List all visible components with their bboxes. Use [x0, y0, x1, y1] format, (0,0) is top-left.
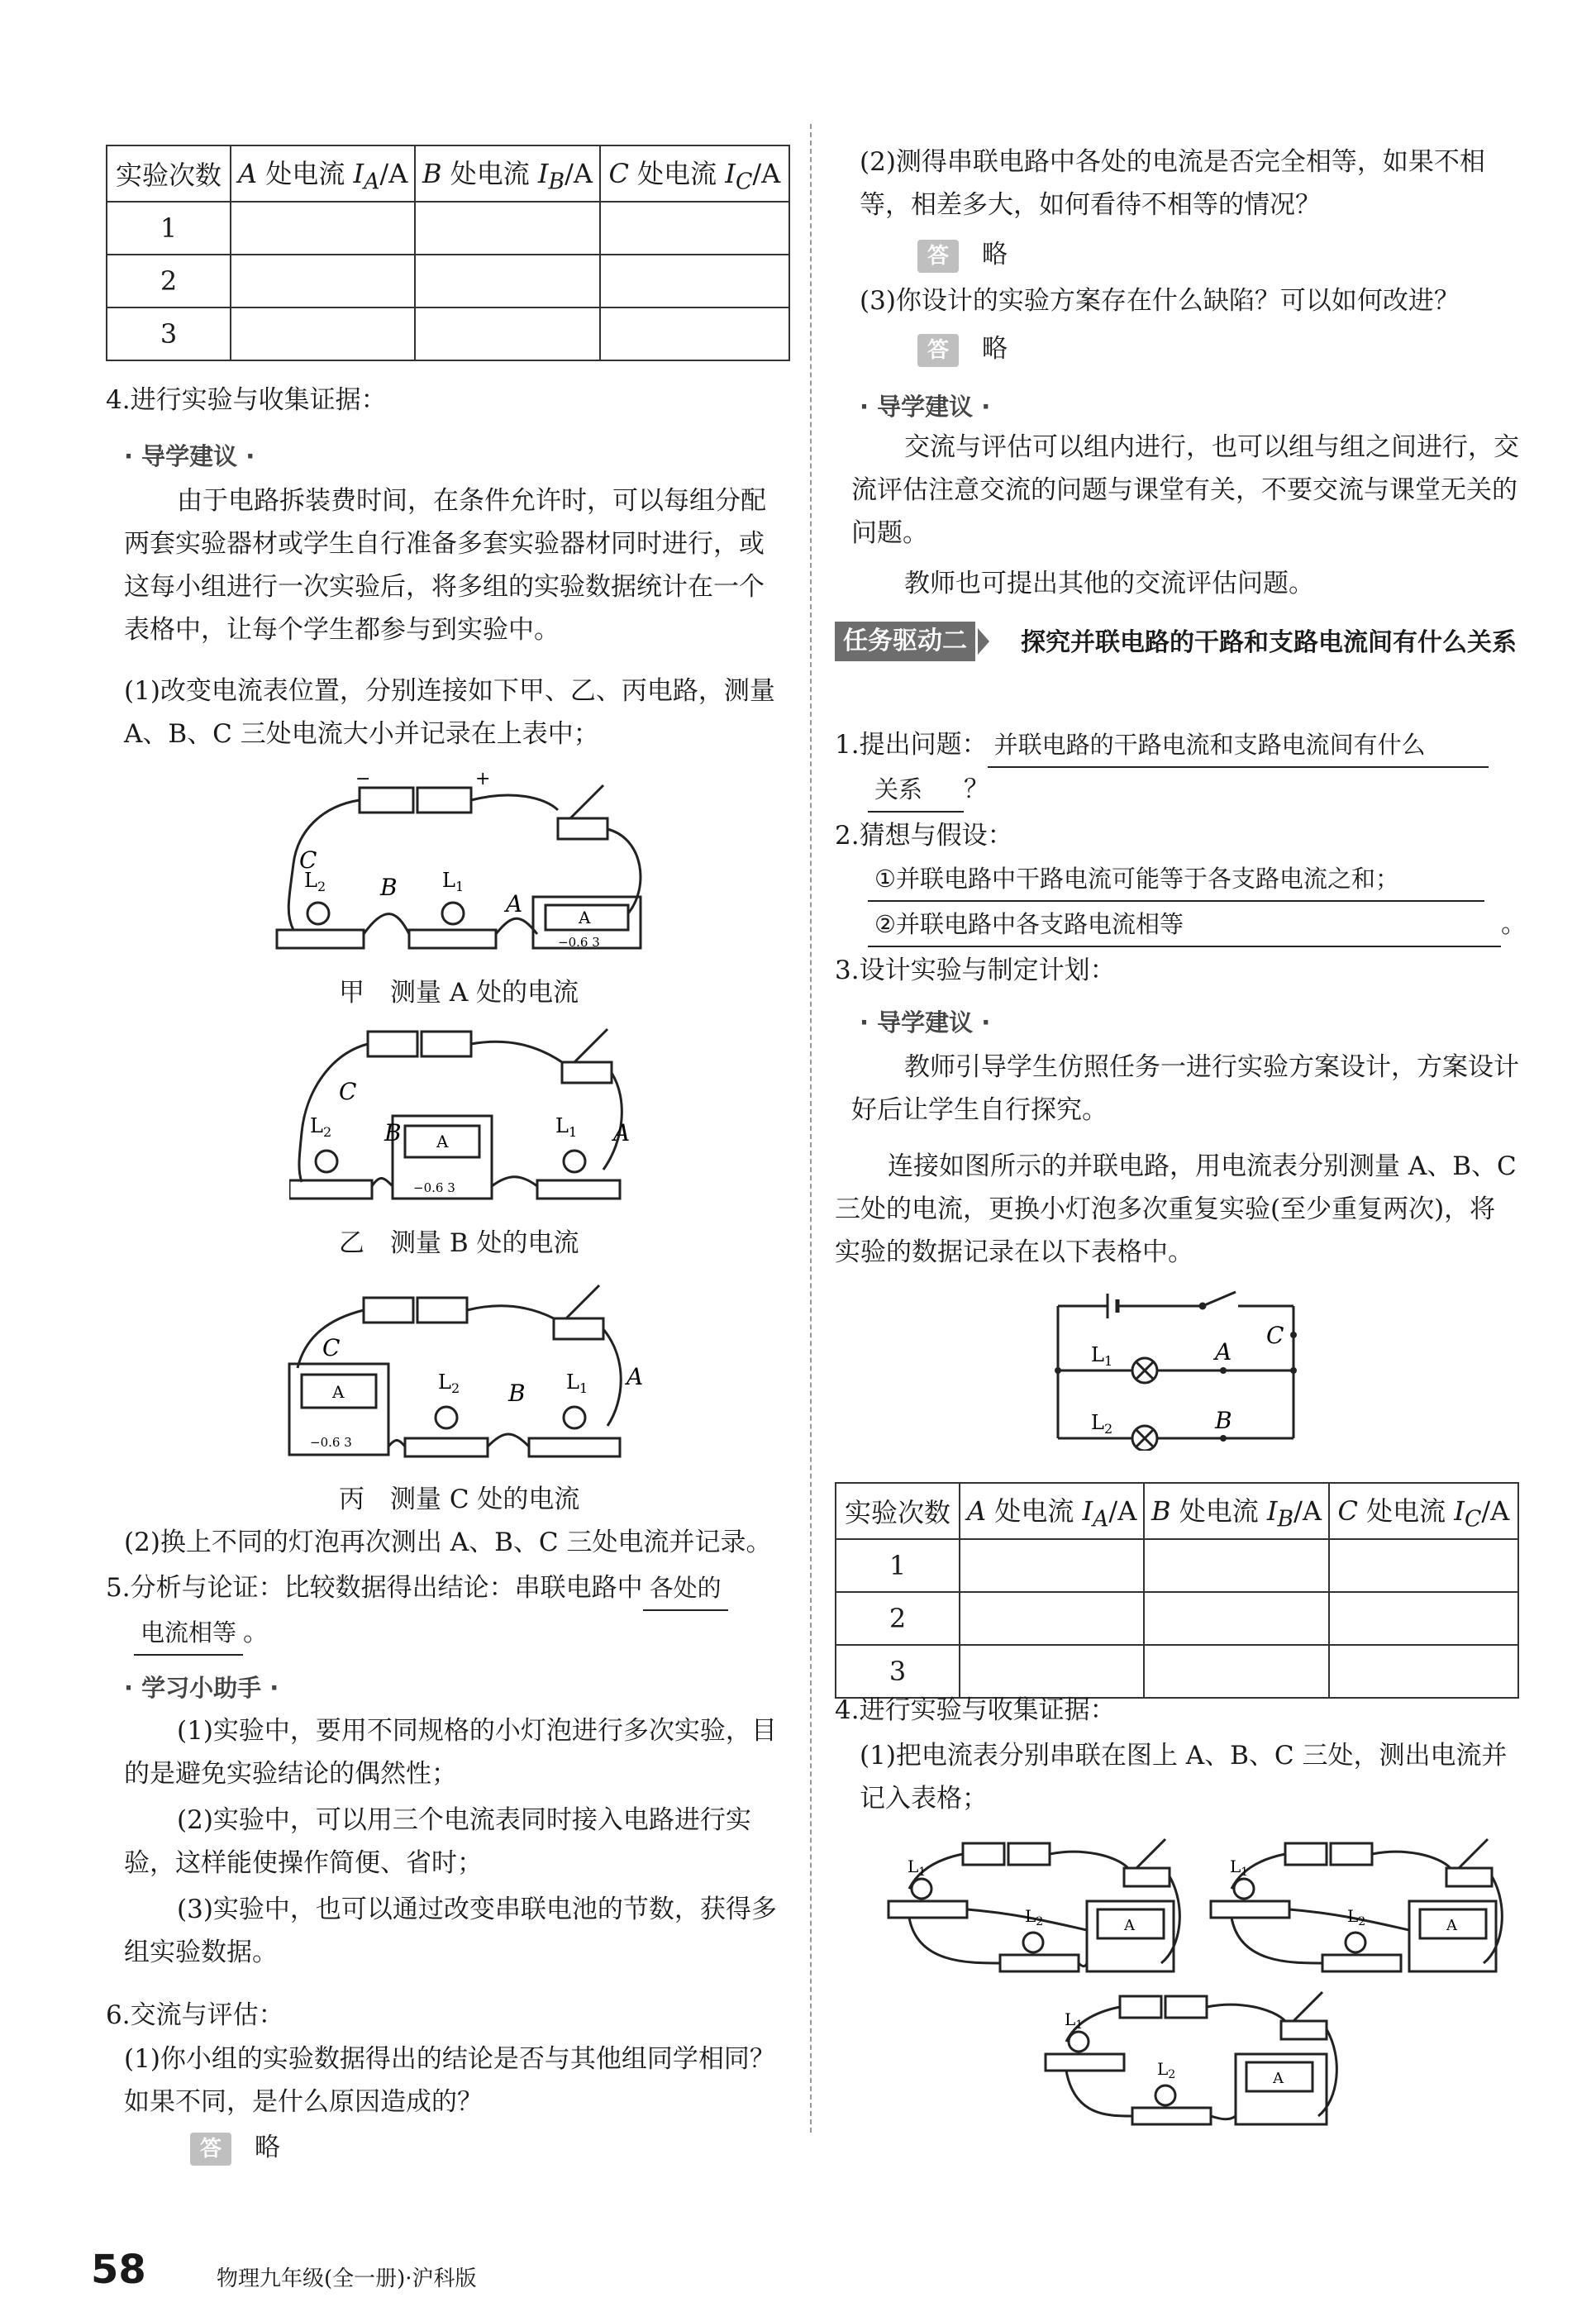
data-table-series	[106, 145, 790, 361]
table-row: 3	[836, 1645, 1518, 1698]
circuit-photo-1	[884, 1831, 1190, 1980]
bulb-icon	[307, 903, 329, 924]
page-number: 58	[91, 2247, 146, 2293]
svg-text:L2: $L_2$	[1091, 1411, 1113, 1437]
col-a-current: A 处电流 $I_A/A$	[231, 145, 415, 202]
svg-text:B: B	[508, 1380, 526, 1407]
step-4-1: (1)把电流表分别串联在图上 A、B、C 三处，测出电流并记入表格；	[860, 1741, 1508, 1814]
data-table-parallel	[835, 1482, 1519, 1699]
answer-line: 答 略	[917, 233, 1008, 276]
task-title: 探究并联电路的干路和支路电流间有什么关系	[1021, 628, 1517, 657]
cell-input[interactable]	[960, 1539, 1144, 1592]
answer-blank: 关系	[868, 768, 964, 813]
switch-icon	[1203, 1292, 1236, 1306]
svg-text:C: C	[299, 846, 317, 874]
cell-input[interactable]	[1329, 1539, 1518, 1592]
step-6-heading: 6.交流与评估：	[106, 2000, 284, 2030]
question-6-3: (3)你设计的实验方案存在什么缺陷？可以如何改进？	[860, 286, 1460, 316]
answer-badge: 答	[190, 2133, 231, 2166]
svg-text:L2: $L_2$	[1157, 2059, 1176, 2081]
svg-text:C: C	[322, 1334, 341, 1361]
table-row: 1	[107, 202, 789, 255]
caption-jia: 甲 测量 A 处的电流	[339, 978, 579, 1008]
svg-text:L2: $L_2$	[1025, 1906, 1044, 1928]
guide-label: · 导学建议 ·	[860, 1008, 991, 1037]
svg-text:A: A	[613, 1119, 631, 1146]
circuit-photo-2	[1207, 1831, 1513, 1980]
svg-text:A: A	[1273, 2070, 1284, 2087]
col-b-current: B 处电流 $I_B/A$	[1144, 1483, 1328, 1539]
question-6-2: (2)测得串联电路中各处的电流是否完全相等，如果不相等，相差多大，如何看待不相等的情况？	[860, 147, 1485, 220]
svg-text:L1: $L_1$	[1230, 1857, 1249, 1879]
step-4-heading: 4.进行实验与收集证据：	[106, 385, 387, 415]
answer-badge: 答	[917, 240, 959, 273]
table-row: 2	[836, 1592, 1518, 1645]
caption-bing: 丙 测量 C 处的电流	[339, 1485, 580, 1514]
svg-text:−: −	[355, 773, 371, 789]
svg-text:L2: $L_2$	[1347, 1906, 1366, 1928]
guide-text: 教师也可提出其他的交流评估问题。	[904, 569, 1314, 598]
answer-line: 答 略	[190, 2126, 280, 2169]
battery-icon	[360, 788, 413, 813]
column-divider	[810, 124, 812, 2133]
col-trial: 实验次数	[107, 145, 231, 202]
svg-text:B: B	[380, 874, 398, 901]
circuit-diagram-yi	[289, 1017, 636, 1207]
svg-text:A: A	[332, 1382, 345, 1402]
svg-text:L1: $L_1$	[566, 1370, 588, 1396]
svg-text:L1: $L_1$	[1091, 1343, 1113, 1369]
svg-text:A: A	[506, 890, 523, 918]
svg-text:B: B	[384, 1119, 402, 1146]
col-trial: 实验次数	[836, 1483, 960, 1539]
switch-icon	[558, 818, 607, 839]
cell-input[interactable]	[960, 1592, 1144, 1645]
hypothesis-2: ②并联电路中各支路电流相等 。	[868, 903, 1527, 947]
cell-input[interactable]	[600, 202, 789, 255]
answer-blank: 电流相等	[134, 1611, 243, 1656]
helper-label: · 学习小助手 ·	[124, 1674, 279, 1702]
helper-2: (2)实验中，可以用三个电流表同时接入电路进行实验，这样能使操作简便、省时；	[124, 1805, 751, 1878]
guide-text: 由于电路拆装费时间，在条件允许时，可以每组分配两套实验器材或学生自行准备多套实验器材同时进行，或这每小组进行一次实验后，将多组的实验数据统计在一个表格中，让每个学生都参与到实验中。	[124, 486, 766, 645]
task-badge: 任务驱动二	[835, 622, 975, 661]
svg-text:A: A	[579, 908, 591, 927]
step-2: 2.猜想与假设：	[835, 821, 1013, 851]
cell-input[interactable]	[1329, 1645, 1518, 1698]
table-row: 3	[107, 307, 789, 360]
col-c-current: C 处电流 $I_C/A$	[600, 145, 789, 202]
step-5: 5.分析与论证：比较数据得出结论：串联电路中 各处的 电流相等 。	[106, 1566, 792, 1656]
table-row: 2	[107, 255, 789, 307]
guide-text: 交流与评估可以组内进行，也可以组与组之间进行，交流评估注意交流的问题与课堂有关，不要交流与课堂无关的问题。	[851, 432, 1519, 548]
helper-3: (3)实验中，也可以通过改变串联电池的节数，获得多组实验数据。	[124, 1895, 777, 1967]
step-3: 3.设计实验与制定计划：	[835, 956, 1116, 985]
cell-input[interactable]	[415, 255, 599, 307]
svg-text:C: C	[339, 1078, 357, 1105]
answer-badge: 答	[917, 334, 959, 367]
caption-yi: 乙 测量 B 处的电流	[339, 1228, 579, 1258]
circuit-photo-3	[1041, 1984, 1347, 2133]
svg-text:A: A	[436, 1132, 449, 1151]
svg-text:C: C	[1266, 1322, 1284, 1349]
svg-text:−0.6 3: −0.6 3	[558, 935, 600, 950]
circuit-diagram-bing	[281, 1277, 645, 1467]
cell-input[interactable]	[600, 255, 789, 307]
book-title: 物理九年级(全一册)·沪科版	[217, 2266, 477, 2291]
guide-label: · 导学建议 ·	[124, 442, 255, 470]
answer-blank: 各处的	[643, 1566, 728, 1611]
question-1: (1)改变电流表位置，分别连接如下甲、乙、丙电路，测量A、B、C 三处电流大小并记录在上表中；	[124, 676, 775, 749]
svg-text:A: A	[1215, 1338, 1232, 1366]
parallel-circuit-schematic	[1050, 1285, 1306, 1451]
cell-input[interactable]	[231, 202, 415, 255]
step-1: 1.提出问题： 并联电路的干路电流和支路电流间有什么 关系 ？	[835, 723, 1521, 813]
circuit-diagram-jia	[273, 773, 661, 955]
cell-input[interactable]	[231, 255, 415, 307]
cell-input[interactable]	[1144, 1645, 1328, 1698]
svg-text:L1: $L_1$	[908, 1857, 927, 1879]
svg-text:A: A	[626, 1363, 644, 1390]
svg-text:L1: $L_1$	[442, 869, 465, 894]
cell-input[interactable]	[231, 307, 415, 360]
question-6-1: (1)你小组的实验数据得出的结论是否与其他组同学相同？如果不同，是什么原因造成的？	[124, 2044, 775, 2117]
svg-text:−0.6 3: −0.6 3	[413, 1180, 455, 1195]
cell-input[interactable]	[1144, 1592, 1328, 1645]
svg-text:B: B	[1215, 1407, 1232, 1434]
cell-input[interactable]	[600, 307, 789, 360]
answer-line: 答 略	[917, 327, 1008, 370]
svg-text:L1: $L_1$	[555, 1114, 578, 1140]
question-2: (2)换上不同的灯泡再次测出 A、B、C 三处电流并记录。	[124, 1528, 772, 1557]
svg-text:+: +	[475, 773, 491, 789]
bulb-icon	[442, 903, 464, 924]
svg-text:A: A	[1124, 1917, 1135, 1934]
svg-text:A: A	[1446, 1917, 1457, 1934]
cell-input[interactable]	[415, 202, 599, 255]
svg-text:L2: $L_2$	[310, 1114, 332, 1140]
table-row: 1	[836, 1539, 1518, 1592]
cell-input[interactable]	[1144, 1539, 1328, 1592]
col-a-current: A 处电流 $I_A/A$	[960, 1483, 1144, 1539]
step-4-heading: 4.进行实验与收集证据：	[835, 1695, 1116, 1725]
cell-input[interactable]	[415, 307, 599, 360]
guide-label: · 导学建议 ·	[860, 393, 991, 421]
svg-text:L2: $L_2$	[304, 869, 326, 894]
helper-1: (1)实验中，要用不同规格的小灯泡进行多次实验，目的是避免实验结论的偶然性；	[124, 1716, 777, 1789]
col-b-current: B 处电流 $I_B/A$	[415, 145, 599, 202]
answer-blank: 并联电路的干路电流和支路电流间有什么	[988, 723, 1489, 768]
col-c-current: C 处电流 $I_C/A$	[1329, 1483, 1518, 1539]
svg-text:−0.6 3: −0.6 3	[310, 1435, 352, 1450]
svg-text:L1: $L_1$	[1065, 2009, 1084, 2032]
cell-input[interactable]	[1329, 1592, 1518, 1645]
svg-text:L2: $L_2$	[438, 1370, 460, 1396]
hypothesis-1: ①并联电路中干路电流可能等于各支路电流之和；	[868, 857, 1484, 902]
guide-text: 教师引导学生仿照任务一进行实验方案设计，方案设计好后让学生自行探究。	[851, 1052, 1519, 1125]
paragraph: 连接如图所示的并联电路，用电流表分别测量 A、B、C 三处的电流，更换小灯泡多次重复实验(至少重复两次)，将实验的数据记录在以下表格中。	[835, 1151, 1517, 1267]
